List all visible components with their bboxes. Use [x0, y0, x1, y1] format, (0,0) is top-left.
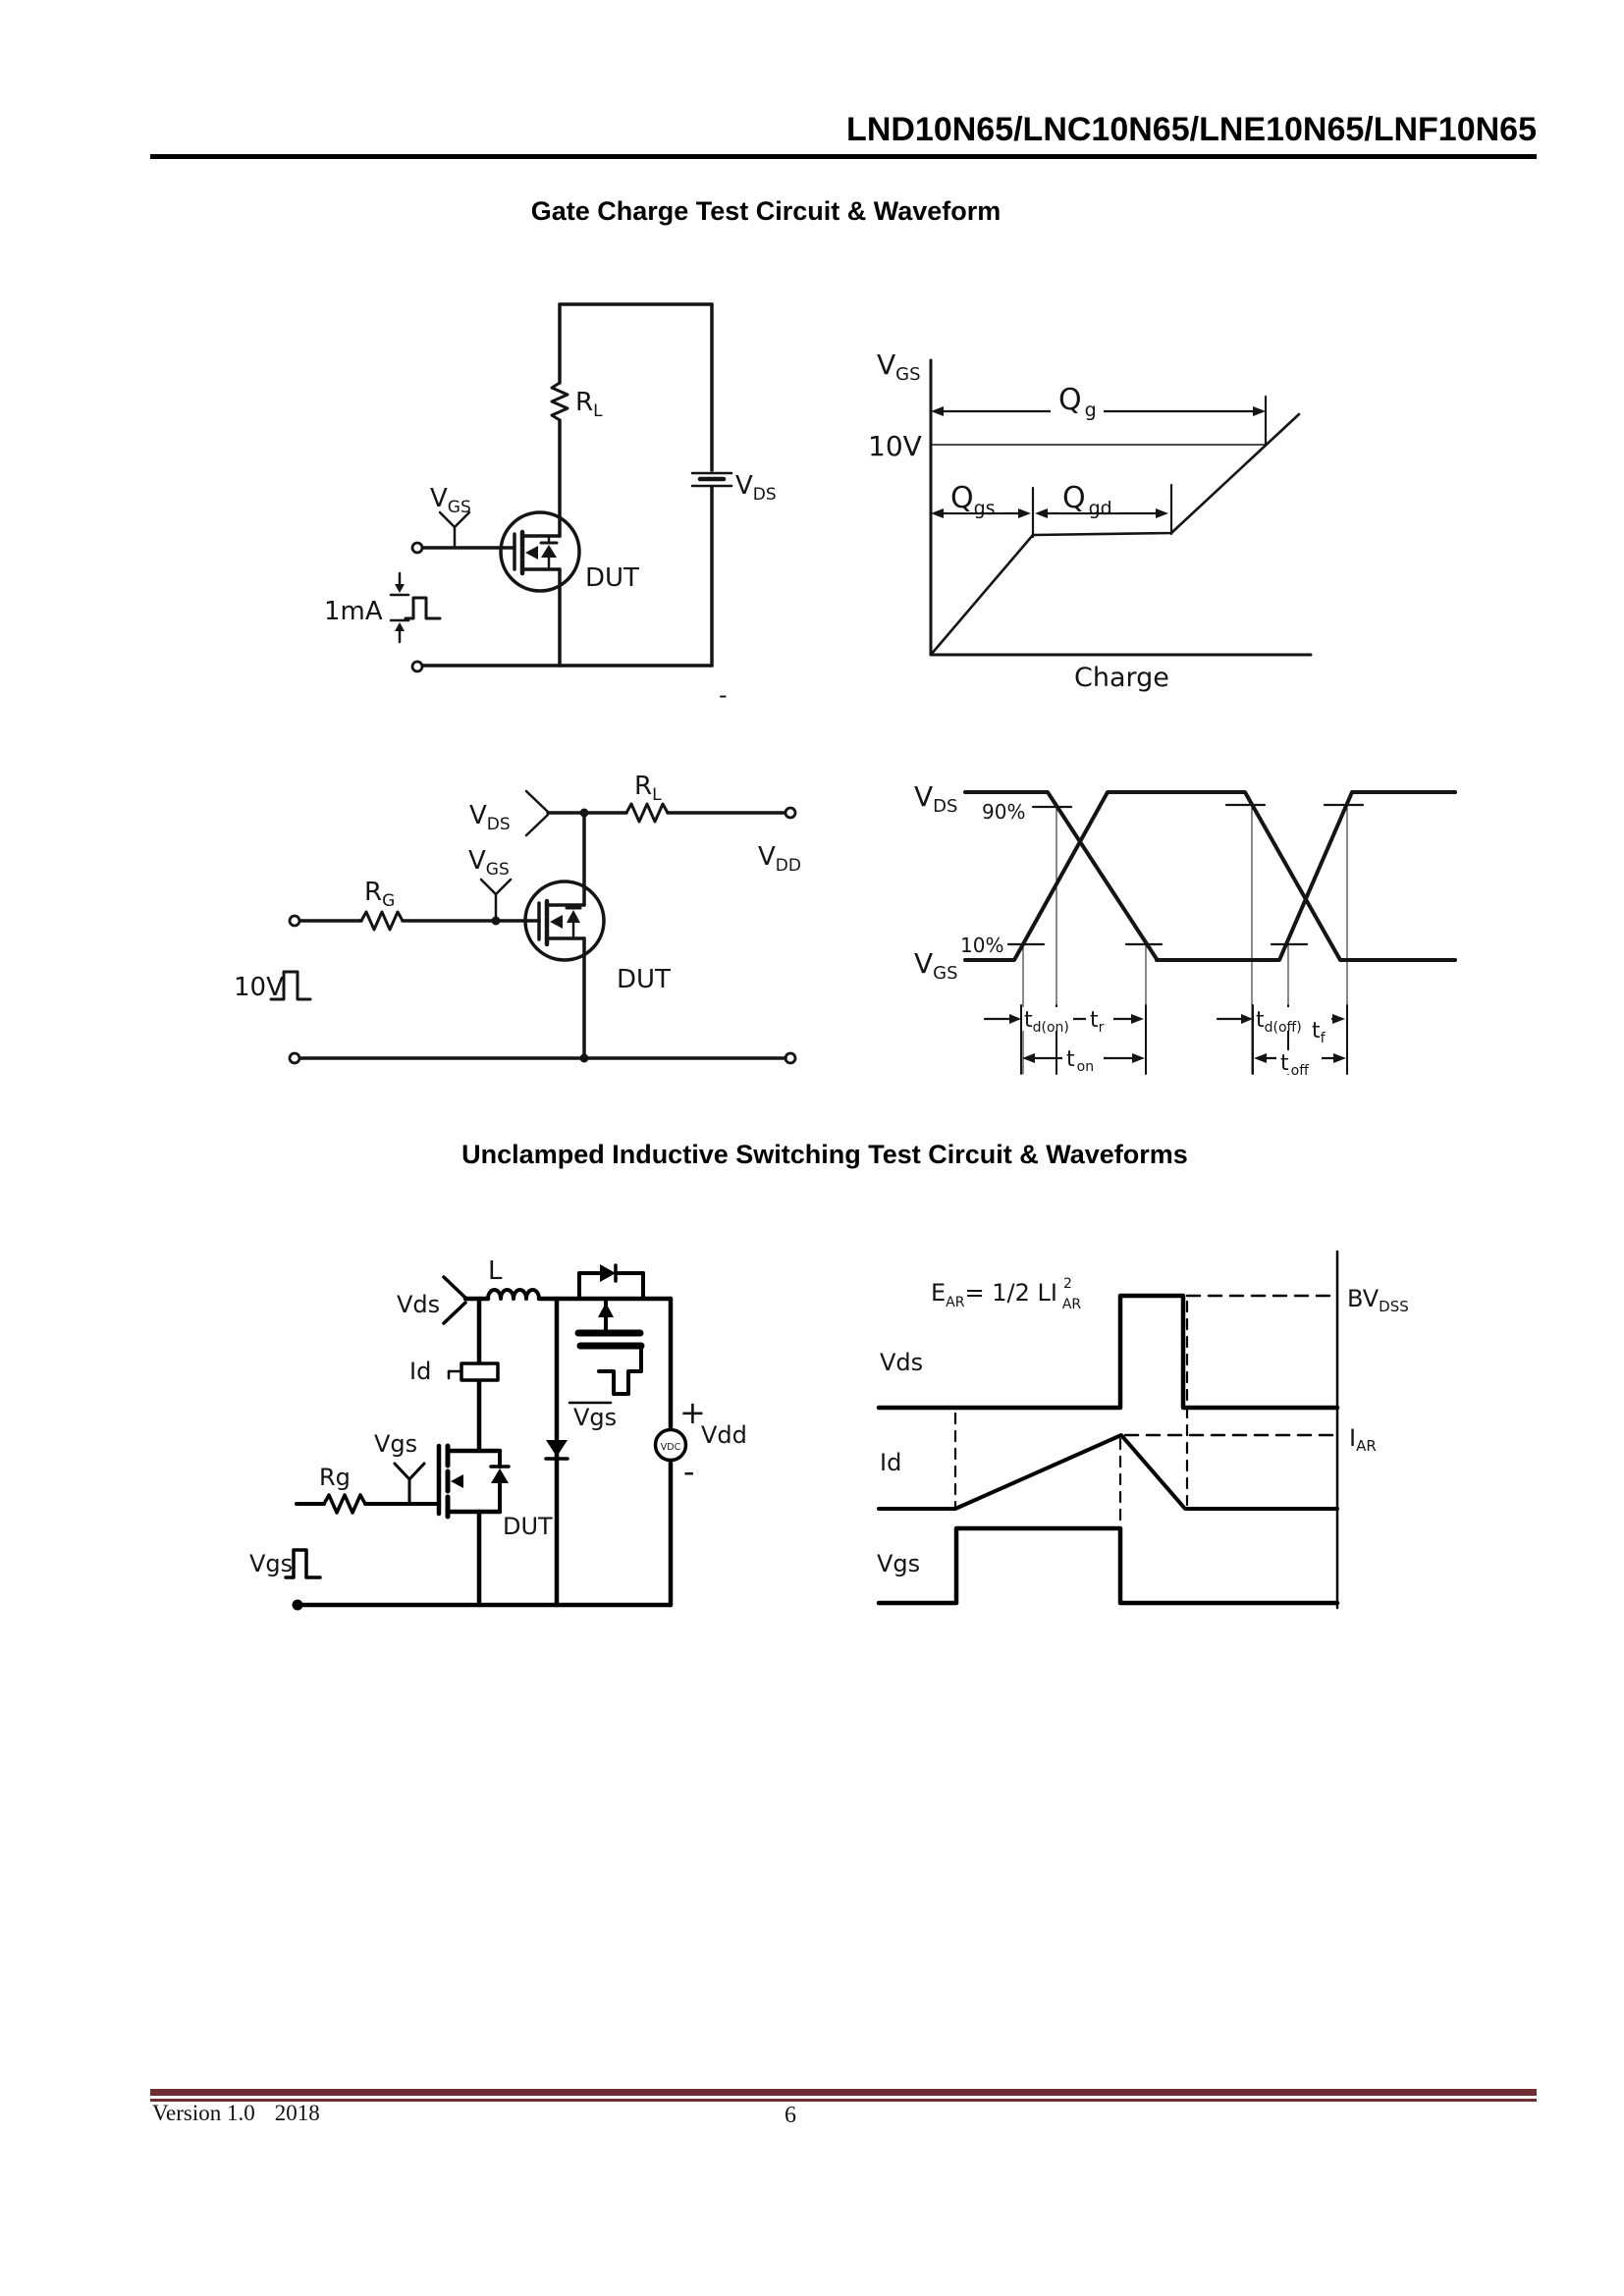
vgs-label: Vgs — [877, 1550, 921, 1577]
energy-formula: $E_{AR}= 1/2$ LI $^2$ AR — [931, 1276, 1082, 1312]
level-10v-label: 10V — [868, 430, 922, 462]
vgs-probe — [395, 1464, 424, 1504]
vds-probe — [526, 791, 548, 835]
vds-trace — [879, 1296, 1337, 1408]
dut-label: DUT — [585, 563, 639, 593]
vdd-label: $V_{DD}$ — [758, 842, 801, 876]
switching-circuit-figure — [234, 772, 801, 1063]
vgs-probe — [481, 880, 511, 921]
vgs-probe-label: Vgs — [374, 1430, 418, 1458]
tr-label: $t_r$ — [1090, 1008, 1105, 1036]
vds-trace-2 — [1157, 792, 1455, 960]
qg-label: Q $_g$ — [1058, 383, 1097, 421]
resistor-rl — [626, 804, 668, 822]
battery-vds — [692, 473, 731, 486]
vgs-label: $V_{GS}$ — [430, 484, 471, 517]
version-label: Version 1.0 — [152, 2101, 255, 2125]
footer-accent-bar — [150, 2089, 1537, 2096]
p90-label: 90% — [982, 800, 1026, 824]
plus-sign: + — [679, 1394, 706, 1431]
vgs-trace — [965, 792, 1455, 960]
vdd-terminal — [785, 808, 795, 818]
uis-waveform-figure — [877, 1252, 1409, 1608]
freewheel-diode — [546, 1299, 568, 1605]
gate-terminal — [412, 543, 422, 553]
minus-sign: - — [683, 1453, 695, 1490]
vds-label: Vds — [397, 1291, 441, 1318]
tf-label: $t_f$ — [1312, 1019, 1326, 1046]
vgs-label: $V_{GS}$ — [914, 947, 958, 984]
vgs-label: $V_{GS}$ — [468, 846, 510, 880]
vds-label: $V_{DS}$ — [914, 780, 958, 817]
stray-minus-mark: - — [719, 681, 728, 709]
page-number: 6 — [785, 2103, 796, 2128]
id-label: Id — [409, 1358, 432, 1385]
td-on-label: $t_{d(on)}$ — [1024, 1008, 1069, 1036]
vgs-charge-curve — [931, 414, 1299, 655]
p10-label: 10% — [960, 934, 1004, 957]
dut-mosfet — [501, 512, 579, 666]
toff-label: t $_{off}$ — [1280, 1051, 1309, 1079]
section-title-gate-charge: Gate Charge Test Circuit & Waveform — [530, 196, 1001, 226]
footer-version — [152, 2101, 320, 2126]
resistor-rl — [552, 383, 568, 420]
id-trace — [879, 1435, 1337, 1509]
switching-waveform-figure — [914, 780, 1455, 1079]
year-label: 2018 — [274, 2101, 320, 2125]
gate-charge-circuit-figure — [324, 304, 777, 709]
drive-label: 10V — [234, 973, 284, 1002]
vds-label: $V_{DS}$ — [469, 801, 511, 834]
vds-label: Vds — [880, 1349, 924, 1376]
vdd-label: Vdd — [701, 1421, 747, 1449]
rl-label: $R_L$ — [575, 388, 603, 421]
bvdss-label: $BV_{DSS}$ — [1347, 1285, 1409, 1315]
pulse-label: Vgs — [249, 1550, 294, 1577]
qgd-label: Q $_{gd}$ — [1062, 481, 1112, 519]
vgs-trace — [879, 1528, 1337, 1603]
qgs-label: $Q_{gs}$ — [950, 481, 996, 519]
vds-label: $V_{DS}$ — [735, 471, 777, 505]
rg-label: $R_G$ — [364, 878, 396, 911]
current-label: 1mA — [324, 597, 383, 626]
source-terminal — [412, 662, 422, 671]
vgs-axis-label: $V_{GS}$ — [877, 348, 921, 385]
dut-label: DUT — [503, 1513, 553, 1540]
inductor-label: L — [488, 1256, 503, 1286]
section-title-uis: Unclamped Inductive Switching Test Circuit & Waveforms — [461, 1140, 1188, 1169]
vgs-probe — [440, 512, 469, 548]
id-sense-box — [461, 1363, 498, 1380]
rg-label: Rg — [319, 1464, 351, 1491]
input-terminal — [290, 916, 299, 926]
header-part-numbers: LND10N65/LNC10N65/LNE10N65/LNF10N65 — [846, 111, 1537, 148]
vds-probe — [444, 1277, 465, 1323]
id-label: Id — [880, 1449, 902, 1476]
rl-label: $R_L$ — [634, 772, 662, 805]
vdc-label: VDC — [660, 1442, 681, 1453]
iar-label: $I_{AR}$ — [1349, 1424, 1377, 1455]
dut-label: DUT — [617, 965, 671, 994]
current-pulse-source — [391, 573, 440, 642]
uis-circuit-figure — [249, 1256, 747, 1611]
footer-accent-bar-thin — [150, 2099, 1537, 2102]
clamp-mosfet — [569, 1264, 643, 1403]
ton-label: t $_{on}$ — [1066, 1047, 1095, 1075]
gate-charge-waveform-figure — [868, 348, 1311, 693]
dut-mosfet — [439, 1446, 509, 1605]
resistor-rg — [361, 912, 403, 930]
clamp-gate-label: Vgs — [573, 1404, 618, 1431]
resistor-rg — [324, 1495, 365, 1513]
gnd-terminal-left — [290, 1053, 299, 1063]
td-off-label: $t_{d(off)}$ — [1256, 1008, 1302, 1036]
charge-axis-label: Charge — [1074, 663, 1169, 693]
dut-mosfet — [525, 813, 604, 1058]
inductor — [488, 1290, 539, 1299]
